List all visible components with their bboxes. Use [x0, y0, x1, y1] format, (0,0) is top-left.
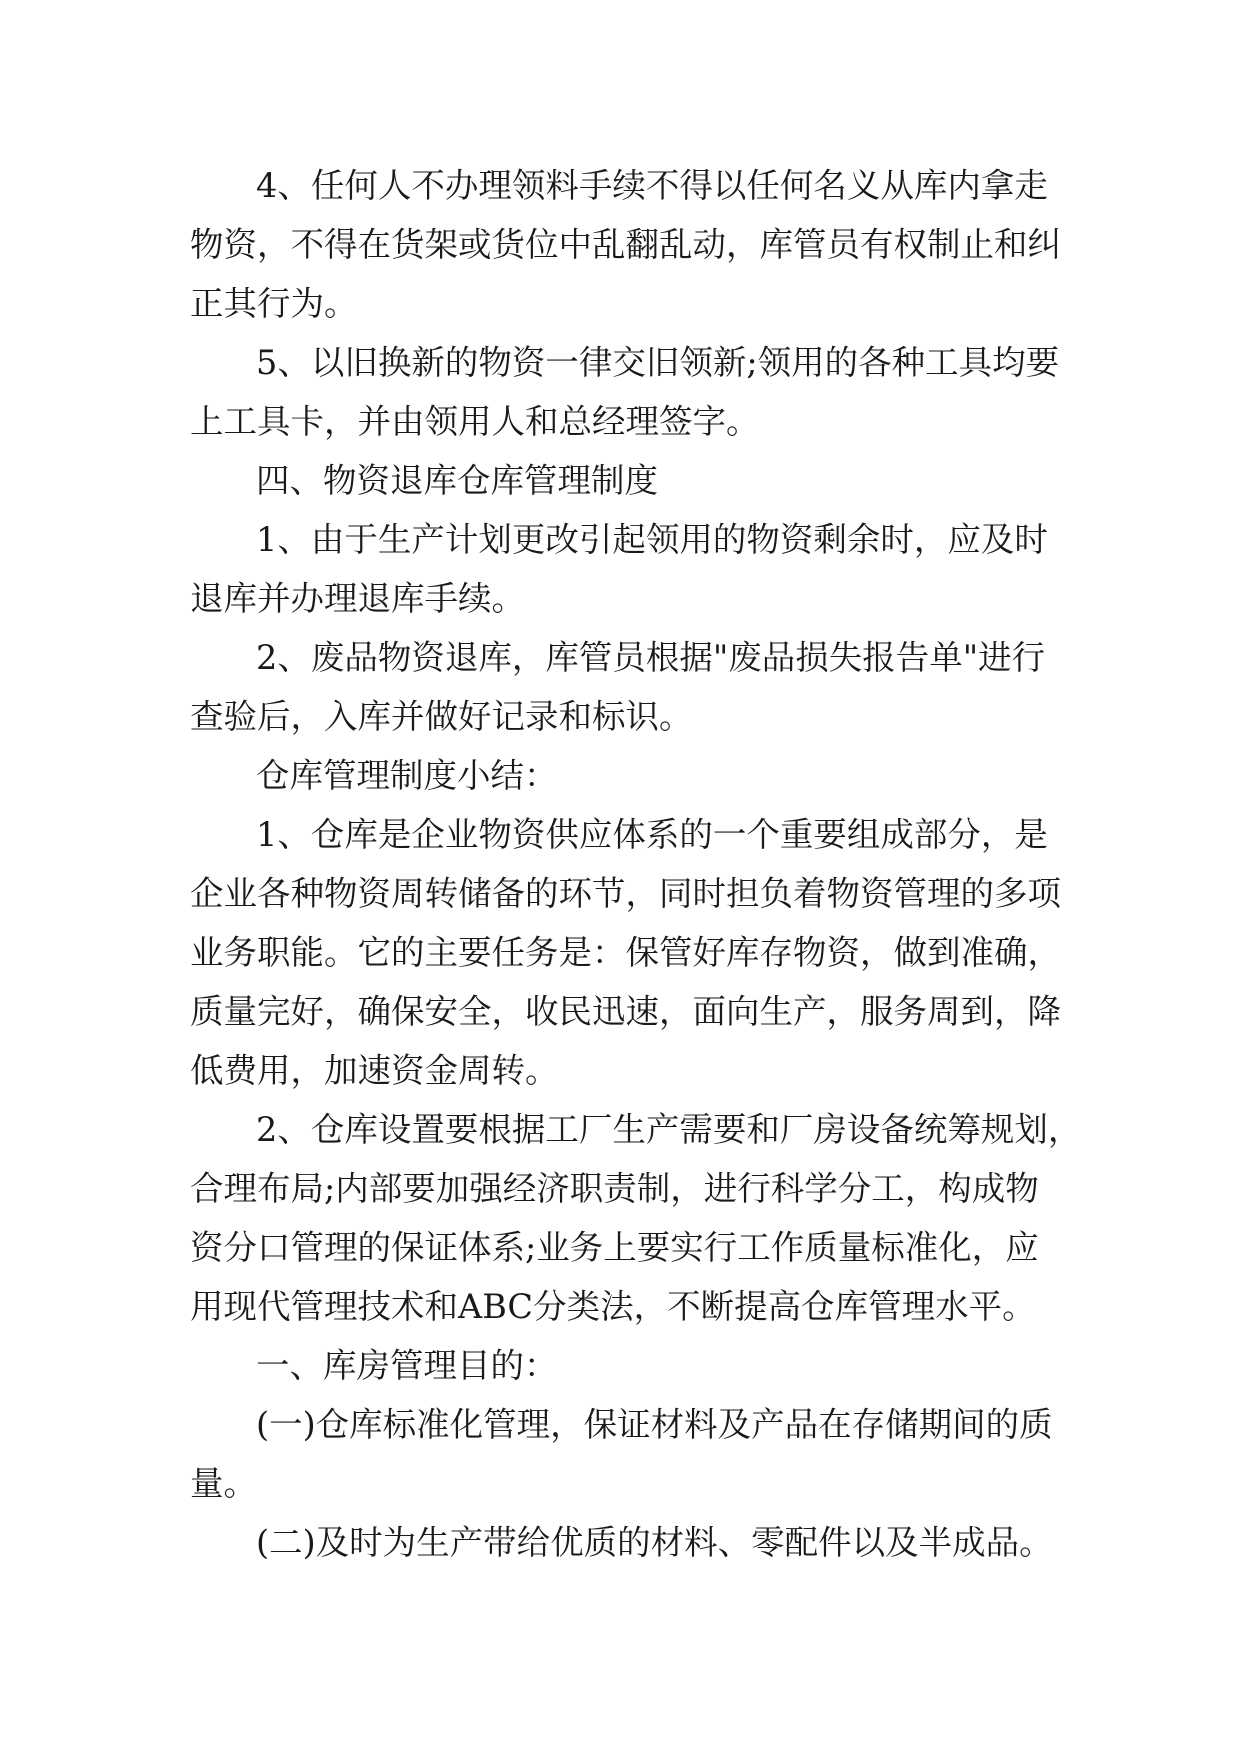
paragraph-line: 2、仓库设置要根据工厂生产需要和厂房设备统筹规划，	[256, 1110, 1082, 1149]
paragraph-line: 质量完好，确保安全，收民迅速，面向生产，服务周到，降	[190, 992, 1061, 1031]
paragraph-line: 1、仓库是企业物资供应体系的一个重要组成部分，是	[256, 815, 1048, 854]
paragraph-line: (二)及时为生产带给优质的材料、零配件以及半成品。	[256, 1523, 1053, 1562]
paragraph-line: 1、由于生产计划更改引起领用的物资剩余时，应及时	[256, 520, 1048, 559]
paragraph-line: 物资，不得在货架或货位中乱翻乱动，库管员有权制止和纠	[190, 225, 1061, 264]
paragraph-line: 退库并办理退库手续。	[190, 579, 525, 618]
section-heading: 四、物资退库仓库管理制度	[256, 461, 658, 500]
paragraph-line: 量。	[190, 1464, 257, 1503]
section-heading: 仓库管理制度小结：	[256, 756, 558, 795]
paragraph-line: 资分口管理的保证体系;业务上要实行工作质量标准化，应	[190, 1228, 1039, 1267]
paragraph-line: 正其行为。	[190, 284, 358, 323]
paragraph-line: 合理布局;内部要加强经济职责制，进行科学分工，构成物	[190, 1169, 1039, 1208]
paragraph-line: 查验后，入库并做好记录和标识。	[190, 697, 693, 736]
paragraph-line: 2、废品物资退库，库管员根据"废品损失报告单"进行	[256, 638, 1046, 677]
paragraph-line: 4、任何人不办理领料手续不得以任何名义从库内拿走	[256, 166, 1048, 205]
paragraph-line: 上工具卡，并由领用人和总经理签字。	[190, 402, 760, 441]
section-heading: 一、库房管理目的：	[256, 1346, 558, 1385]
paragraph-line: 企业各种物资周转储备的环节，同时担负着物资管理的多项	[190, 874, 1061, 913]
paragraph-line: 用现代管理技术和ABC分类法，不断提高仓库管理水平。	[190, 1287, 1036, 1326]
paragraph-line: (一)仓库标准化管理，保证材料及产品在存储期间的质	[256, 1405, 1053, 1444]
paragraph-line: 5、以旧换新的物资一律交旧领新;领用的各种工具均要	[256, 343, 1060, 382]
paragraph-line: 低费用，加速资金周转。	[190, 1051, 559, 1090]
paragraph-line: 业务职能。它的主要任务是：保管好库存物资，做到准确，	[190, 933, 1061, 972]
